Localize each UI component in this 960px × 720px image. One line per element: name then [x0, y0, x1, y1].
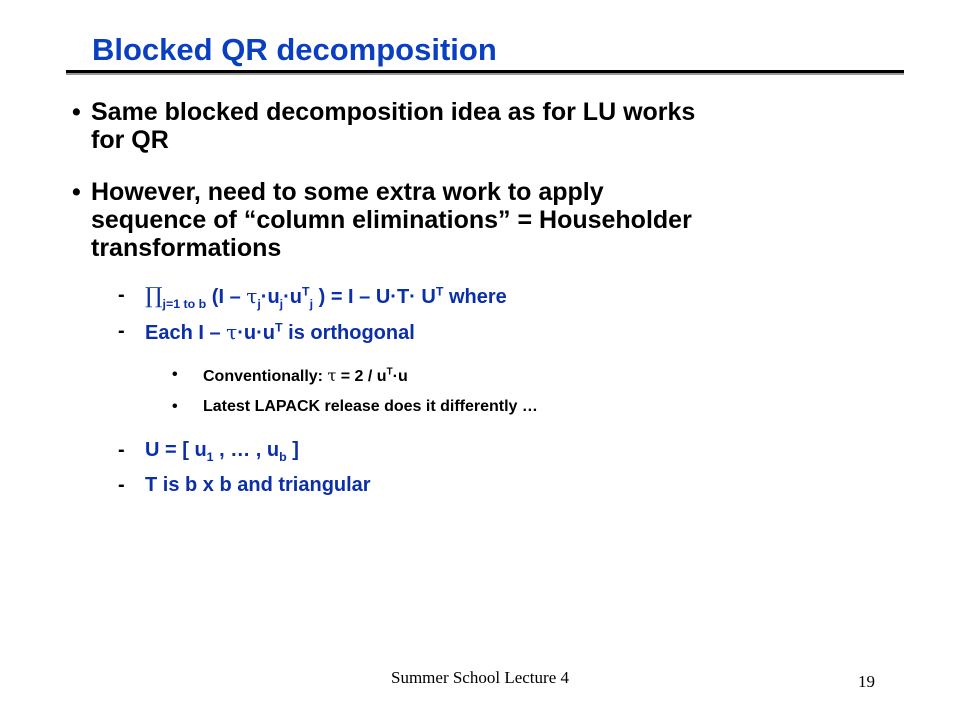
formula-text: Each I – [145, 322, 227, 344]
bullet-1-line-2: for QR [91, 126, 169, 154]
subscript: j [279, 297, 284, 311]
dash-icon: - [118, 474, 125, 496]
page-number: 19 [858, 672, 875, 691]
bullet-1-line-1: Same blocked decomposition idea as for LU works [91, 98, 696, 126]
superscript: T [302, 284, 310, 299]
dash-icon: - [118, 284, 125, 306]
lapack-text: Latest LAPACK release does it differently … [203, 398, 538, 415]
footer-text: Summer School Lecture 4 [391, 668, 569, 687]
t-definition-text: T is b x b and triangular [145, 474, 371, 496]
title-underline [66, 70, 904, 73]
formula-text: (I – [206, 286, 247, 308]
superscript: T [275, 320, 283, 335]
bullet-2 [72, 178, 892, 262]
superscript: T [435, 284, 444, 299]
subitem-orthogonal [118, 320, 415, 345]
bullet-icon: • [72, 98, 81, 126]
bullet-2-line-3: transformations [91, 234, 282, 262]
subitem-product-formula [118, 284, 507, 309]
bullet-2-line-2: sequence of “column eliminations” = Householder [91, 206, 692, 234]
formula-text: ·u [392, 368, 408, 385]
formula-text: is orthogonal [282, 322, 415, 344]
bullet-icon: • [172, 366, 178, 383]
formula-text: ·u [283, 286, 303, 308]
formula-text: where [443, 286, 507, 308]
pi-symbol: ∏ [145, 284, 163, 309]
bullet-icon: • [172, 398, 178, 415]
subitem-u-definition [118, 439, 299, 462]
bullet-1 [72, 98, 892, 154]
bullet-icon: • [72, 178, 81, 206]
bullet-2-line-1: However, need to some extra work to apply [91, 178, 604, 206]
slide-title: Blocked QR decomposition [92, 32, 497, 67]
product-index: j=1 to b [162, 297, 207, 311]
tau-symbol: τ [327, 366, 337, 385]
formula-text: ] [286, 439, 299, 461]
tau-symbol: τ [246, 284, 258, 308]
subitem-t-definition [118, 474, 371, 497]
formula-text: , … , u [213, 439, 280, 461]
dash-icon: - [118, 320, 125, 342]
formula-text: ) = I – U·T· U [313, 286, 436, 308]
subsubitem-lapack [172, 398, 538, 416]
formula-text: Conventionally: [203, 368, 328, 385]
subscript: b [279, 450, 287, 464]
superscript: T [386, 366, 393, 378]
tau-symbol: τ [226, 320, 238, 344]
subscript: j [257, 297, 261, 311]
subscript: j [309, 297, 314, 311]
formula-text: U = [ u [145, 439, 207, 461]
subsubitem-conventionally [172, 366, 408, 386]
dash-icon: - [118, 439, 125, 461]
formula-text: ·u·u [237, 322, 275, 344]
formula-text: = 2 / u [336, 368, 387, 385]
subscript: 1 [206, 450, 214, 464]
formula-text: ·u [260, 286, 280, 308]
